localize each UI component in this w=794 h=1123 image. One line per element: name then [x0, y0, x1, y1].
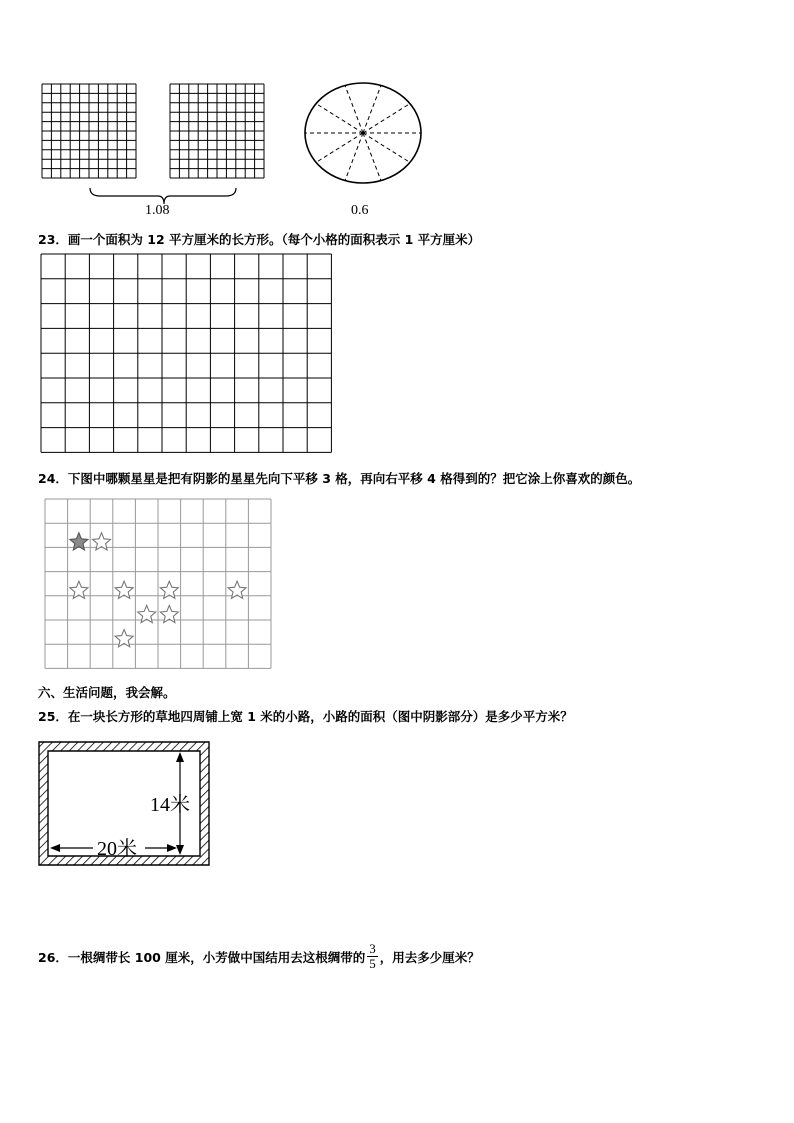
circle-spoke: [345, 133, 363, 181]
circle-spoke: [363, 133, 410, 162]
question-23: 23．画一个面积为 12 平方厘米的长方形。（每个小格的面积表示 1 平方厘米）: [38, 232, 481, 247]
circle-spoke: [363, 133, 381, 181]
circle-spoke: [345, 85, 363, 133]
hundred-grid-right: [170, 84, 264, 178]
circle-spoke: [316, 104, 363, 133]
fig22-right-label: 0.6: [351, 203, 369, 218]
star-grid: [43, 497, 275, 673]
fraction-numerator: 3: [369, 941, 376, 956]
circle-spoke: [363, 85, 381, 133]
fig22-left-label: 1.08: [145, 203, 170, 218]
question-26: [38, 942, 480, 971]
fraction-denominator: 5: [369, 956, 376, 971]
question-26-text-before: 26．一根绸带长 100 厘米，小芳做中国结用去这根绸带的: [38, 949, 366, 965]
brace: [90, 188, 236, 204]
question-25: 25．在一块长方形的草地四周铺上宽 1 米的小路，小路的面积（图中阴影部分）是多少平方米？: [38, 709, 573, 724]
question-26-text-after: ，用去多少厘米？: [379, 949, 480, 965]
circle-spoke: [316, 133, 363, 162]
section-6-title: 六、生活问题，我会解。: [38, 685, 176, 700]
question-24: 24．下图中哪颗星星是把有阴影的星星先向下平移 3 格，再向右平移 4 格得到的？把它涂上你喜欢的颜色。: [38, 471, 641, 486]
width-label: 20米: [97, 838, 137, 860]
circle-dashed-divisions: [305, 85, 421, 180]
drawing-grid[interactable]: [40, 253, 332, 455]
height-label: 14米: [150, 794, 190, 816]
hundred-grid-left: [42, 84, 136, 178]
circle-spoke: [363, 104, 410, 133]
fraction-three-fifths: [367, 942, 378, 971]
decimal-grid-figure: [30, 78, 470, 218]
